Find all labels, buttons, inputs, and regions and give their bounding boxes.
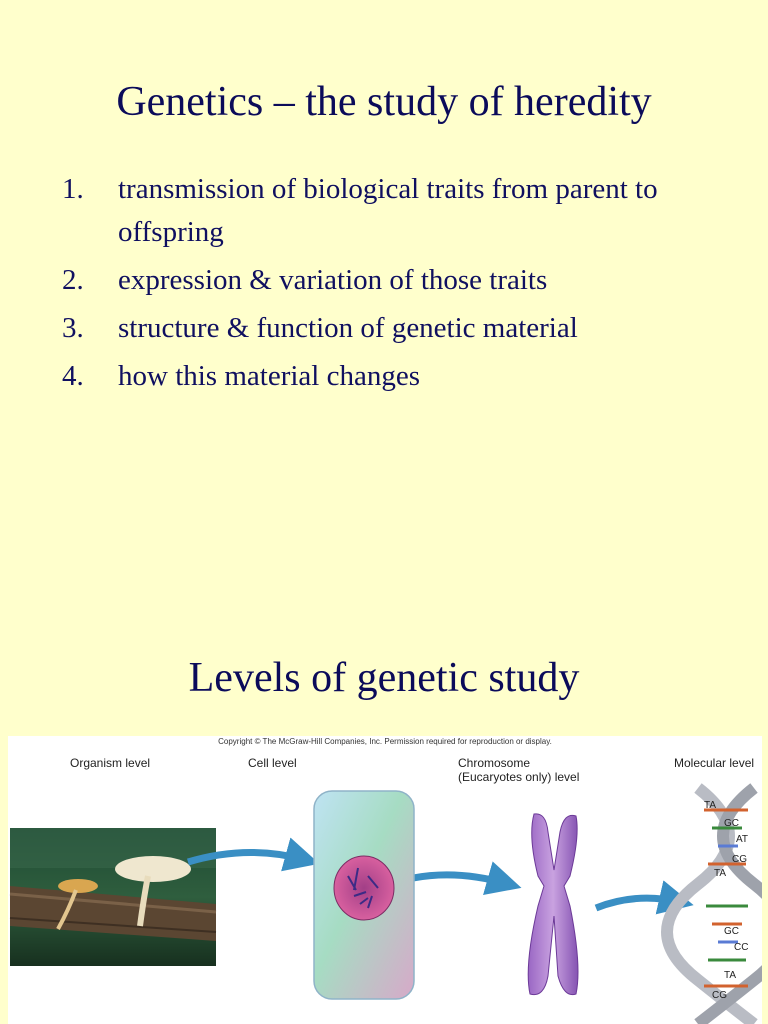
slide-title: Genetics – the study of heredity (116, 79, 652, 125)
list-item (62, 168, 702, 254)
dna-base-label: TA (724, 970, 737, 981)
dna-base-label: CC (734, 942, 749, 953)
list-item (62, 307, 702, 350)
chromosome-label-line2: (Eucaryotes only) level (458, 770, 580, 784)
chromosome-label-line1: Chromosome (458, 756, 531, 770)
item-number: 2. (62, 264, 84, 296)
figure-illustration (8, 736, 762, 1024)
cell-illustration (314, 791, 414, 999)
organism-level-label: Organism level (70, 756, 151, 770)
arrow-chromosome-to-molecule (596, 898, 680, 908)
molecular-level-label: Molecular level (674, 756, 755, 770)
dna-base-label: TA (704, 800, 717, 811)
arrow-organism-to-cell (188, 852, 306, 862)
topic-list (62, 168, 702, 403)
dna-base-label: CG (732, 854, 747, 865)
dna-base-label: AT (736, 834, 749, 845)
item-text: how this material changes (118, 360, 420, 392)
mushroom-photo (10, 828, 216, 966)
dna-base-label: CG (712, 990, 727, 1001)
item-text: expression & variation of those traits (118, 264, 548, 296)
item-number: 3. (62, 312, 84, 344)
item-number: 4. (62, 360, 84, 392)
dna-helix-illustration (667, 788, 762, 1024)
cell-level-label: Cell level (248, 756, 297, 770)
chromosome-illustration (528, 814, 578, 995)
item-number: 1. (62, 173, 84, 205)
levels-figure (8, 736, 762, 1024)
dna-base-label: TA (714, 868, 727, 879)
slide-title: Levels of genetic study (188, 655, 580, 701)
dna-base-label: GC (724, 818, 739, 829)
dna-base-label: GC (724, 926, 739, 937)
list-item (62, 259, 702, 302)
item-text: structure & function of genetic material (118, 312, 578, 344)
list-item (62, 355, 702, 398)
item-text: transmission of biological traits from parent to offspring (118, 173, 658, 248)
copyright-notice: Copyright © The McGraw-Hill Companies, Inc. Permission required for reproduction or display. (218, 737, 552, 746)
